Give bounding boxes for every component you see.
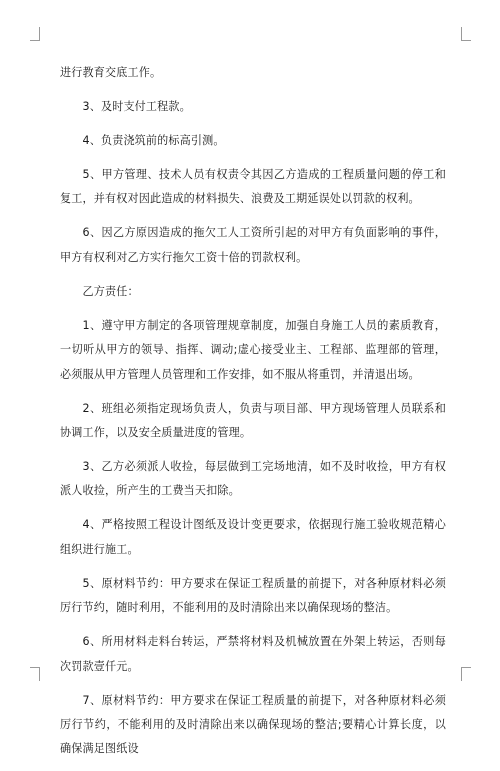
crop-mark-bottom-left — [30, 667, 40, 681]
paragraph-party-b-item-4: 4、严格按照工程设计图纸及设计变更要求，依据现行施工验收规范精心组织进行施工。 — [60, 518, 446, 556]
paragraph-party-b-item-5: 5、原材料节约：甲方要求在保证工程质量的前提下，对各种原材料必须厉行节约，随时利用，不能利用的及时清除出来以确保现场的整洁。 — [60, 576, 446, 615]
paragraph-party-a-item-4: 4、负责浇筑前的标高引测。 — [82, 134, 225, 147]
crop-mark-bottom-right — [461, 667, 471, 681]
paragraph-party-b-item-3: 3、乙方必须派人收捡，每层做到工完场地清，如不及时收捡，甲方有权派人收捡，所产生的工费当天扣除。 — [60, 460, 446, 498]
crop-mark-top-left — [30, 27, 40, 41]
paragraph-party-b-item-7: 7、原材料节约：甲方要求在保证工程质量的前提下，对各种原材料必须厉行节约，不能利用的及时清除出来以确保现场的整洁;要精心计算长度，以确保满足图纸设 — [60, 693, 446, 756]
paragraph-party-b-item-6: 6、所用材料走料台转运，严禁将材料及机械放置在外架上转运，否则每次罚款壹仟元。 — [60, 635, 446, 673]
paragraph-party-a-item-3: 3、及时支付工程款。 — [82, 100, 191, 113]
section-heading-party-b: 乙方责任： — [82, 284, 139, 298]
paragraph-party-a-item-5: 5、甲方管理、技术人员有权责令其因乙方造成的工程质量问题的停工和复工，并有权对因此造成的材料损失、浪费及工期延误处以罚款的权利。 — [60, 168, 446, 206]
document-body — [60, 61, 446, 771]
paragraph-continuation: 进行教育交底工作。 — [60, 66, 162, 79]
paragraph-party-b-item-2: 2、班组必须指定现场负责人，负责与项目部、甲方现场管理人员联系和协调工作，以及安全质量进度的管理。 — [60, 401, 446, 440]
paragraph-party-b-item-1: 1、遵守甲方制定的各项管理规章制度，加强自身施工人员的素质教育，一切听从甲方的领导、指挥、调动;虚心接受业主、工程部、监理部的管理，必须服从甲方管理人员管理和工作安排，如不服从将重罚，并清退出场。 — [60, 318, 446, 381]
paragraph-party-a-item-6: 6、因乙方原因造成的拖欠工人工资所引起的对甲方有负面影响的事件，甲方有权利对乙方实行拖欠工资十倍的罚款权利。 — [60, 226, 446, 264]
crop-mark-top-right — [461, 27, 471, 41]
